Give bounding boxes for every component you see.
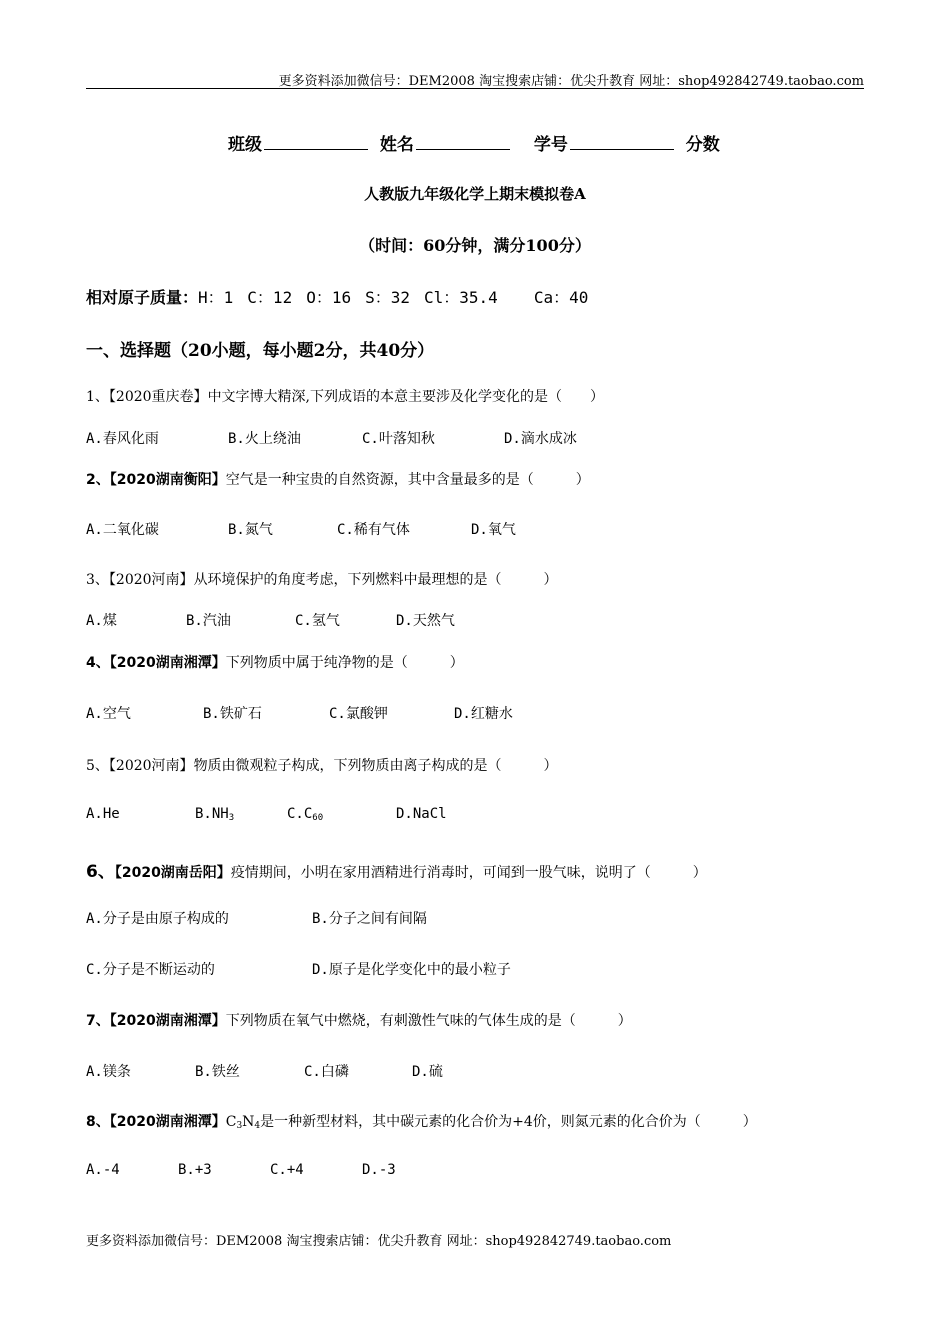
question-number: 6、 (86, 862, 115, 882)
exam-subtitle: （时间：60分钟，满分100分） (359, 236, 591, 255)
question-4 (86, 652, 464, 672)
option-d: D.NaCl (396, 806, 447, 822)
score-label: 分数 (685, 135, 720, 155)
option-b-subscript: 3 (228, 813, 235, 823)
option-c-text: C.C (287, 806, 313, 822)
question-number: 7、 (86, 1013, 110, 1029)
option-a: A.分子是由原子构成的 (86, 911, 229, 927)
option-d: D.-3 (362, 1162, 396, 1178)
question-8 (86, 1111, 757, 1131)
option-c: C.稀有气体 (337, 522, 410, 538)
mass-o: O：16 (306, 288, 352, 307)
question-tag: 【2020湖南湘潭】 (109, 655, 226, 671)
option-a: A.二氧化碳 (86, 522, 159, 538)
question-number: 4、 (86, 655, 110, 671)
question-tag: 【2020湖南岳阳】 (114, 865, 231, 881)
name-label: 姓名 (379, 135, 414, 155)
atomic-mass-line (86, 285, 602, 308)
option-a: A.春风化雨 (86, 431, 159, 447)
option-d: D.滴水成冰 (504, 431, 577, 447)
option-c: C.氯酸钾 (329, 706, 388, 722)
option-a: A.-4 (86, 1162, 120, 1178)
option-b: B.铁丝 (195, 1064, 240, 1080)
page-footer: 更多资料添加微信号：DEM2008 淘宝搜索店铺：优尖升教育 网址：shop492842749.taobao.com (86, 1234, 672, 1249)
class-label: 班级 (228, 135, 262, 155)
atomic-mass-label: 相对原子质量： (86, 288, 199, 307)
question-tag: 【2020重庆卷】 (108, 389, 208, 405)
question-number: 5、 (86, 758, 109, 774)
question-6 (86, 857, 707, 882)
option-b: B.汽油 (186, 613, 231, 629)
option-d: D.天然气 (396, 613, 455, 629)
question-stem: 空气是一种宝贵的自然资源，其中含量最多的是（ ） (225, 472, 590, 488)
question-1 (86, 386, 604, 406)
option-b: B.分子之间有间隔 (312, 911, 427, 927)
option-c: C.氢气 (295, 613, 340, 629)
question-stem: 物质由微观粒子构成，下列物质由离子构成的是（ ） (193, 758, 558, 774)
question-number: 1、 (86, 389, 109, 405)
option-a: A.He (86, 806, 120, 822)
option-d: D.红糖水 (454, 706, 513, 722)
student-info-line (228, 130, 720, 155)
option-d: D.硫 (412, 1064, 443, 1080)
question-stem: 中文字博大精深,下列成语的本意主要涉及化学变化的是（ ） (207, 389, 605, 405)
question-tag: 【2020河南】 (108, 572, 194, 588)
mass-s: S：32 (365, 288, 411, 307)
question-stem: 疫情期间，小明在家用酒精进行消毒时，可闻到一股气味，说明了（ ） (230, 865, 707, 881)
option-c: C.分子是不断运动的 (86, 962, 215, 978)
formula-c-subscript: 3 (236, 1121, 243, 1131)
option-b (195, 806, 234, 823)
option-d: D.原子是化学变化中的最小粒子 (312, 962, 511, 978)
question-stem: 下列物质在氧气中燃烧，有刺激性气味的气体生成的是（ ） (225, 1013, 632, 1029)
exam-title: 人教版九年级化学上期末模拟卷A (364, 185, 586, 203)
option-b: B.+3 (178, 1162, 212, 1178)
question-tag: 【2020湖南湘潭】 (109, 1013, 226, 1029)
option-b: B.氮气 (228, 522, 273, 538)
formula-n: N (242, 1114, 255, 1130)
question-tag: 【2020湖南衡阳】 (109, 472, 226, 488)
option-c (287, 806, 323, 823)
question-tag: 【2020河南】 (108, 758, 194, 774)
option-c: C.+4 (270, 1162, 304, 1178)
option-a: A.煤 (86, 613, 117, 629)
question-3 (86, 569, 558, 589)
mass-c: C：12 (247, 288, 293, 307)
question-stem: 是一种新型材料，其中碳元素的化合价为+4价，则氮元素的化合价为（ ） (260, 1114, 757, 1130)
page-header: 更多资料添加微信号：DEM2008 淘宝搜索店铺：优尖升教育 网址：shop492842749.taobao.com (278, 74, 864, 89)
option-c: C.白磷 (304, 1064, 349, 1080)
mass-ca: Ca：40 (533, 288, 589, 307)
question-number: 8、 (86, 1114, 110, 1130)
option-b-text: B.NH (195, 806, 229, 822)
formula-c: C (225, 1114, 237, 1130)
question-number: 2、 (86, 472, 110, 488)
question-tag: 【2020湖南湘潭】 (109, 1114, 226, 1130)
mass-h: H：1 (198, 288, 234, 307)
number-blank (570, 148, 674, 150)
option-c: C.叶落知秋 (362, 431, 435, 447)
option-a: A.镁条 (86, 1064, 131, 1080)
chemical-formula (226, 1114, 260, 1130)
question-stem: 从环境保护的角度考虑，下列燃料中最理想的是（ ） (193, 572, 558, 588)
section-heading: 一、选择题（20小题，每小题2分，共40分） (86, 341, 435, 361)
option-b: B.铁矿石 (203, 706, 262, 722)
header-divider (86, 88, 864, 89)
option-d: D.氧气 (471, 522, 516, 538)
formula-n-subscript: 4 (254, 1121, 261, 1131)
question-number: 3、 (86, 572, 109, 588)
class-blank (264, 148, 368, 150)
mass-cl: Cl：35.4 (424, 288, 498, 307)
question-stem: 下列物质中属于纯净物的是（ ） (225, 655, 464, 671)
question-7 (86, 1010, 632, 1030)
name-blank (416, 148, 510, 150)
question-5 (86, 755, 558, 775)
option-a: A.空气 (86, 706, 131, 722)
option-c-subscript: 60 (312, 813, 324, 823)
option-b: B.火上绕油 (228, 431, 301, 447)
question-2 (86, 469, 590, 489)
number-label: 学号 (533, 135, 568, 155)
